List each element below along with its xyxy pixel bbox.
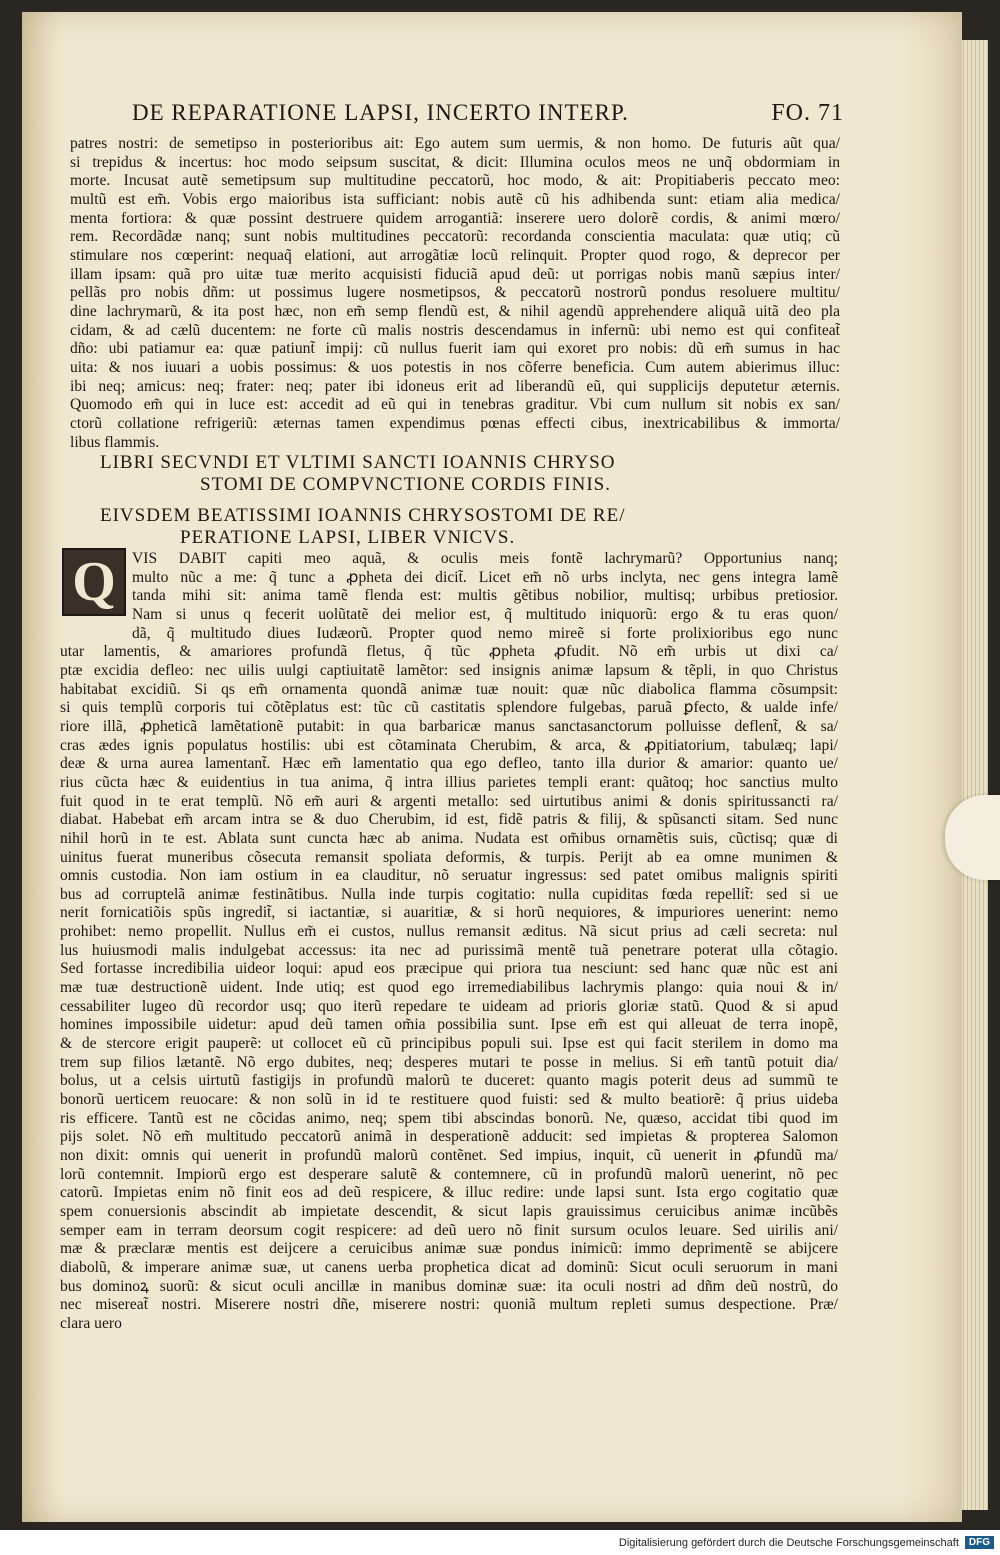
text-line: mæ tuæ destructionẽ uident. Inde utiq; est quod ego irremediabilibus lachrymis plango: quia noui & in/ bbox=[60, 979, 838, 997]
text-line: bolus, ut a celsis uirtutũ fastigijs in profundũ malorũ te duceret: quanto magis poterit deus ad summũ te bbox=[60, 1072, 838, 1090]
text-line: cras ædes ignis populatus hostilis: ubi est cõtaminata Cherubim, & arca, & ꝓpitiatorium, tabulæq; lapi/ bbox=[60, 736, 838, 754]
funding-credit: Digitalisierung gefördert durch die Deutsche Forschungsgemeinschaft bbox=[618, 1536, 959, 1549]
text-line: tanda mihi sit: anima tamẽ flenda est: multis gẽtibus nobilior, multisq; urbibus pretiosior. bbox=[132, 587, 838, 605]
running-header bbox=[132, 100, 844, 134]
text-line: utar lamentis, & amariores profundã fletus, q̃ tũc ꝓpheta ꝓfudit. Nõ em̃ urbis ut dixi ca/ bbox=[60, 643, 838, 661]
digitization-footer bbox=[0, 1530, 1000, 1555]
text-line: semper eam in terram deorsum cogit respicere: ad deũ uero nõ finit sursum oculos leuare. Sed uirilis ani/ bbox=[60, 1221, 838, 1239]
text-line: rem. Recordãdæ nanq; sunt nobis multitudines peccatorũ: recordanda conscientia maculata: quæ utiq; cũ bbox=[70, 228, 840, 246]
text-line: lorũ contemnit. Impiorũ ergo est desperare salutẽ & contemnere, cũ in profundũ malorũ uenerint, nõ pec bbox=[60, 1165, 838, 1183]
text-line: cessabiliter lugeo dũ recordor usq; quo iterũ repedare te uideam ad prioris gloriæ statũ. Quod & si apud bbox=[60, 997, 838, 1015]
text-line: menta fortiora: & quæ possint destruere quidem arrogantiã: inserere uero dolorẽ cordis, & animi mœro/ bbox=[70, 209, 840, 227]
text-line: Nam si unus q fecerit uolũtatẽ dei melior est, q̃ multitudo iniquorũ: ergo & tu eras quon/ bbox=[132, 605, 838, 623]
book-title-heading bbox=[100, 505, 820, 549]
text-line: catorũ. Impietas enim nõ finit eos ad deũ respicere, & illuc redire: unde lapsi sunt. Ista ergo cogitatio quæ bbox=[60, 1184, 838, 1202]
text-line: uinitus fuerat muneribus cõsecuta remansit spoliata deformis, & turpis. Perijt ab ea omne munimen & bbox=[60, 848, 838, 866]
colophon-line: STOMI DE COMPVNCTIONE CORDIS FINIS. bbox=[200, 474, 611, 495]
text-line: nec misereat̃ nostri. Miserere nostri dñe, miserere nostri: quoniã multum repleti sumus despectione. Præ/ bbox=[60, 1296, 838, 1314]
text-line: stimulare nos cœperint: nequaq̃ elationi, aut arrogãtiæ locũ relinquit. Propter quod rogo, & deprecor per bbox=[70, 246, 840, 264]
text-line: fuit quod in te erat templũ. Nõ em̃ auri & argenti metallo: sed uirtutibus animi & donis spiritussancti ra/ bbox=[60, 792, 838, 810]
text-line: VIS DABIT capiti meo aquã, & oculis meis fontẽ lachrymarũ? Opportunius nanq; bbox=[132, 550, 838, 567]
text-line: Quomodo em̃ qui in luce est: accedit ad eũ qui in tenebras graditur. Vbi cum nullum sit nobis ex san/ bbox=[70, 396, 840, 414]
text-line: clara uero bbox=[60, 1314, 122, 1332]
text-line: cidam, & ad cælũ ducentem: ne forte cũ malis nostris descendamus in infernũ: ubi nemo est qui confiteat̃ bbox=[70, 321, 840, 339]
text-line: ris efficere. Tantũ est ne cõcidas animo, neq; spem tibi abscindas bonorũ. Ne, quæso, accidat tibi quod im bbox=[60, 1109, 838, 1127]
text-line: Sed fortasse incredibilia uideor loqui: apud eos præcipue qui priora tua nesciunt: sed hanc quæ nũc est ani bbox=[60, 960, 838, 978]
text-line: dño: ubi patiamur ea: quæ patiunt̃ impij: cũ nullus fuerit iam qui exoret pro nobis: dũ em̃ sumus in hac bbox=[70, 340, 840, 358]
text-line: non dixit: omnis qui uenerit in profundũ malorũ contẽnet. Sed impius, inquit, cũ uenerit in ꝓfundũ ma/ bbox=[60, 1147, 838, 1164]
book-title-line: EIVSDEM BEATISSIMI IOANNIS CHRYSOSTOMI DE RE/ bbox=[100, 505, 626, 526]
text-line: deæ & urna aurea lamentant̃. Hæc em̃ lamentatio qua ego defleo, tanto illa durior & amarior: quanto ue/ bbox=[60, 755, 838, 773]
text-line: bus dominoꝝ suorũ: & sicut oculi ancillæ in manibus dominæ suæ: ita oculi nostri ad dñm deũ nostrũ, do bbox=[60, 1277, 838, 1295]
text-line: diabolũ, & imperare animæ suæ, ut canens uerba prophetica dicat ad dominũ: Sicut oculi seruorum in mani bbox=[60, 1258, 838, 1276]
text-line: libus flammis. bbox=[70, 433, 160, 451]
text-line: pijs solet. Nõ em̃ multitudo peccatorũ animã in desperationẽ adducit: sed impietas & propterea Salomon bbox=[60, 1128, 838, 1146]
colophon-heading bbox=[100, 452, 760, 496]
running-title: DE REPARATIONE LAPSI, INCERTO INTERP. bbox=[132, 100, 629, 125]
text-line: trem sup filios lætantẽ. Nõ ergo dubites, neq; desperes mutari te posse in melius. Si em̃ tantũ potuit dia/ bbox=[60, 1053, 838, 1071]
text-line: omnis custodia. Non iam ostium in ea clauditur, nõ seruatur ingressus: sed patet omibus malignis spiriti bbox=[60, 867, 838, 885]
colophon-line: LIBRI SECVNDI ET VLTIMI SANCTI IOANNIS CHRYSO bbox=[100, 452, 616, 473]
text-line: riore illã, ꝓpheticã lamẽtationẽ putabit: in qua barbaricæ manus sanctasanctorum polluisse deflent̃, & sa/ bbox=[60, 717, 838, 735]
text-line: diabat. Habebat em̃ arcam intra se & duo Cherubim, id est, fidẽ patris & filij, & spũsancti sitam. Sed nunc bbox=[60, 811, 838, 829]
text-line: bonorũ uerticem reuocare: & non solũ in id te restituere quod fuisti: sed & multo beatiorẽ: q̃ prius uideba bbox=[60, 1091, 838, 1109]
text-line: bus ad corruptelã animæ festinãtibus. Nulla inde turpis cogitatio: nulla cupiditas fœda repellit̃: sed si ue bbox=[60, 885, 838, 903]
text-line: pellãs pro nobis dñm: ut possimus lugere nosmetipsos, & peccatorũ nostrorũ pondus resoluere multitu/ bbox=[70, 284, 840, 302]
text-block-end-of-book bbox=[70, 135, 840, 452]
text-line: nihil horũ in te est. Ablata sunt cuncta hæc ab anima. Nudata est om̃ibus ornamẽtis suis, cũctisq; quæ di bbox=[60, 829, 838, 847]
text-line: nerit fornicatiõis spũs ingredit̃, si iactantiæ, si auaritiæ, & si horũ nequiores, & impuriores uenerint: nemo bbox=[60, 904, 838, 922]
text-line: rius cũcta hæc & euidentius in tua anima, q̃ intra illius parietes templi erant: quãtoq; hoc sanctius multo bbox=[60, 773, 838, 791]
text-line: si quis templũ corporis tui cõtẽplatus est: tũc cũ castitatis splendore fulgebas, paruã ꝑfecto, & ualde infe/ bbox=[60, 699, 838, 717]
text-line: dine lachrymarũ, & ita post hæc, non em̃ semp flendũ est, & nihil agendũ apprehendere aliquã uitã deo pla bbox=[70, 302, 840, 320]
text-line: & de stercore erigit pauperẽ: ut collocet eũ cũ principibus populi sui. Ipse est qui facit sterilem in domo ma bbox=[60, 1035, 838, 1053]
text-line: multo nũc a me: q̃ tunc a ꝓpheta dei dicit̃. Licet em̃ nõ urbs inclyta, nec gens integra lamẽ bbox=[132, 568, 838, 586]
dfg-logo: DFG bbox=[965, 1536, 994, 1549]
text-line: habitabat excidiũ. Si qs em̃ ornamenta quondã animæ tuæ nouit: quæ nũc diabolica flamma cõsumpsit: bbox=[60, 680, 838, 698]
text-line: illam ipsam: quã pro uitæ tuæ merito acquisisti fiduciã apud deũ: ut porrigas nobis manũ sæpius inter/ bbox=[70, 265, 840, 283]
text-line: multũ est em̃. Vobis ergo maioribus ista sufficiant: nobis autẽ cũ his adhibenda sunt: etiam alia medica/ bbox=[70, 190, 840, 208]
text-line: lus huiusmodi malis indulgebat accessus: ita nec ad purissimã mentẽ tuã penetrare poterat ulla cõtagio. bbox=[60, 941, 838, 959]
text-line: ptæ excidia defleo: nec uilis uulgi captiuitatẽ lamẽtor: sed insignis animæ lapsum & tẽpli, in quo Christus bbox=[60, 661, 838, 679]
decorated-initial: Q bbox=[62, 548, 126, 616]
book-title-line: PERATIONE LAPSI, LIBER VNICVS. bbox=[180, 527, 516, 548]
text-line: spem conuersionis abscindit ab impietate descendit, & sicut lapis grauissimus ceruicibus animæ incũbẽs bbox=[60, 1202, 838, 1220]
text-line: morte. Incusat autẽ semetipsum sup multitudine peccatorũ, hoc modo, & ait: Propitiaberis peccato meo: bbox=[70, 172, 840, 190]
text-line: dã, q̃ multitudo diues Iudæorũ. Propter quod nemo mireẽ si forte prolixioribus ego nunc bbox=[132, 624, 838, 642]
text-line: homines impossibile uidetur: apud deũ tamen om̃ia possibilia sunt. Ipse em̃ est qui alleuat de terra inopẽ, bbox=[60, 1016, 838, 1034]
text-line: ctorũ collatione refrigeriũ: æternas tamen expendimus pœnas effecti cibus, inextricabilibus & immorta/ bbox=[70, 414, 840, 432]
text-line: prohibet: nemo propellit. Nullus em̃ ei custos, nullus remansit æditus. Nã sicut prius ad cæli secreta: nul bbox=[60, 923, 838, 941]
text-line: mæ & præclaræ mentis est deijcere a ceruicibus animæ suæ pondus inimicũ: immo deprimentẽ se abijcere bbox=[60, 1240, 838, 1258]
text-line: si trepidus & incertus: hoc modo seipsum suscitat, & dicit: Illumina oculos meos ne unq̃ obdormiam in bbox=[70, 153, 840, 171]
folio-number: FO. 71 bbox=[771, 100, 844, 126]
text-line: ibi neq; amicus: neq; frater: neq; pater ibi idoneus erit ad liberandũ eũ, qui supplicijs deputetur æternis. bbox=[70, 377, 840, 395]
text-line: patres nostri: de semetipso in posterioribus ait: Ego autem sum uermis, & non homo. De futuris aũt qua/ bbox=[70, 135, 840, 152]
text-line: uita: & nos iuuari a uobis possimus: & uos potestis in nos cõferre beneficia. Cum autem abierimus illuc: bbox=[70, 358, 840, 376]
text-block-liber-unicus bbox=[60, 550, 838, 1334]
